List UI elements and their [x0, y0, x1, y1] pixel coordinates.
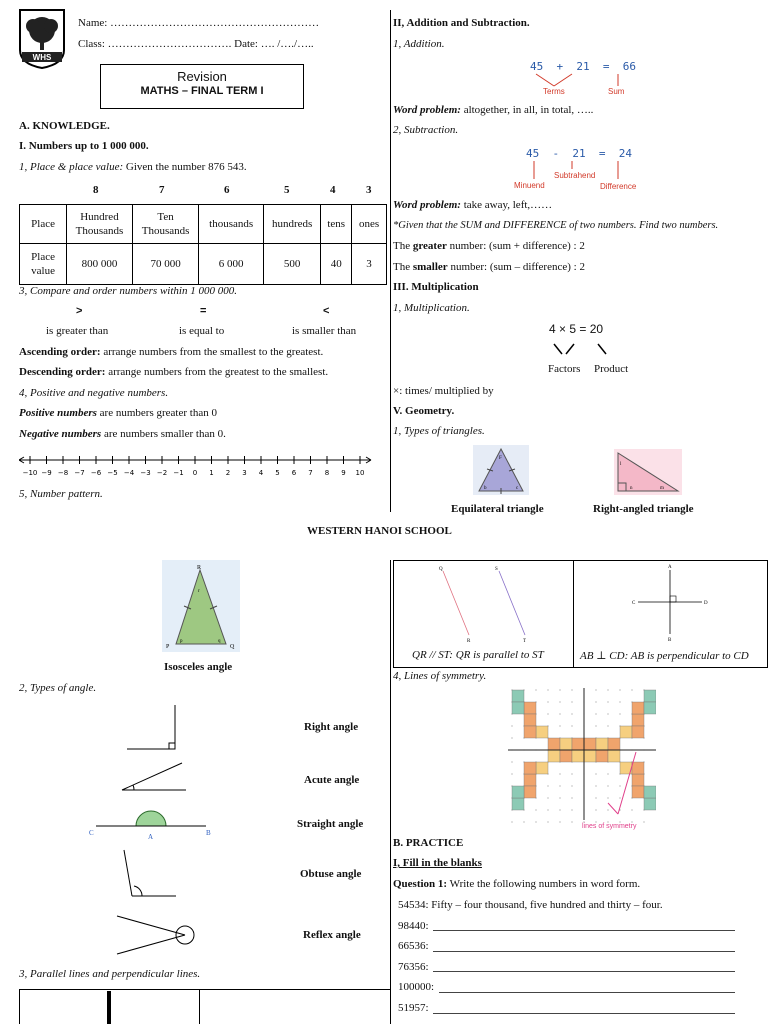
parallel-heading: 3, Parallel lines and perpendicular lines.	[19, 968, 201, 980]
numbers-heading: I. Numbers up to 1 000 000.	[19, 140, 149, 152]
symmetry-cell	[596, 750, 608, 762]
symmetry-cell	[644, 690, 656, 702]
grid-dot	[523, 821, 524, 822]
symmetry-cell	[632, 702, 644, 714]
times-note: ×: times/ multiplied by	[393, 385, 494, 397]
number-line-label: −7	[74, 469, 85, 477]
symmetry-cell	[536, 762, 548, 774]
grid-dot	[571, 821, 572, 822]
number-line-label: 8	[324, 469, 330, 477]
addition-heading: 1, Addition.	[393, 38, 445, 50]
subtraction-heading: 2, Subtraction.	[393, 124, 459, 136]
right-angle-drawing	[125, 703, 185, 753]
right-angle-label: Right angle	[304, 721, 359, 733]
grid-dot	[547, 809, 548, 810]
angle-heading: 2, Types of angle.	[19, 682, 97, 694]
number-76356: 76356:	[398, 961, 429, 973]
isosceles-label: Isosceles angle	[164, 661, 233, 673]
add-word-label: Word problem:	[393, 104, 461, 116]
grid-dot	[547, 821, 548, 822]
class-date-field[interactable]: Class: ……………………………. Date: …. /…./…..	[78, 38, 314, 50]
svg-text:P: P	[166, 644, 170, 650]
number-line-label: 6	[291, 469, 297, 477]
straight-angle-drawing	[88, 806, 214, 840]
column-divider-bottom	[390, 560, 391, 1024]
answer-blank-2[interactable]	[433, 951, 735, 952]
symmetry-cell	[524, 702, 536, 714]
grid-dot	[535, 689, 536, 690]
number-line-label: 9	[341, 469, 346, 477]
right-angled-label: Right-angled triangle	[593, 503, 694, 515]
table-cell: tens	[321, 205, 352, 244]
grid-dot	[619, 689, 620, 690]
minuend-label: Minuend	[514, 181, 545, 190]
equal-symbol: =	[200, 305, 207, 317]
number-line-label: 3	[242, 469, 247, 477]
grid-dot	[595, 725, 596, 726]
question-1	[393, 878, 640, 890]
digit-7: 7	[159, 184, 165, 196]
symmetry-cell	[572, 738, 584, 750]
compare-heading: 3, Compare and order numbers within 1 000 000.	[19, 285, 237, 297]
number-line-label: 0	[192, 469, 198, 477]
grid-dot	[607, 785, 608, 786]
reflex-angle-drawing	[113, 912, 197, 958]
table-cell: hundreds	[263, 205, 320, 244]
symmetry-cell	[644, 702, 656, 714]
number-line-label: −1	[173, 469, 184, 477]
svg-text:Q: Q	[439, 567, 443, 572]
add-word-text: altogether, in all, in total, …..	[460, 104, 594, 116]
addsub-heading: II, Addition and Subtraction.	[393, 17, 530, 29]
triangles-heading: 1, Types of triangles.	[393, 425, 485, 437]
grid-dot	[559, 809, 560, 810]
name-field[interactable]: Name: …………………………………………………	[78, 17, 320, 29]
grid-dot	[619, 701, 620, 702]
symmetry-cell	[632, 714, 644, 726]
grid-dot	[607, 713, 608, 714]
digit-8: 8	[93, 184, 99, 196]
symmetry-cell	[596, 738, 608, 750]
table-cell: 70 000	[132, 244, 199, 285]
svg-text:C: C	[89, 829, 94, 837]
number-line-label: −6	[90, 469, 102, 477]
digit-5: 5	[284, 184, 290, 196]
svg-text:A: A	[148, 833, 154, 840]
number-line-label: 1	[209, 469, 214, 477]
subtrahend-label: Subtrahend	[554, 171, 596, 180]
greater-post: number: (sum + difference) : 2	[446, 240, 585, 252]
grid-dot	[511, 773, 512, 774]
right-triangle-image	[614, 449, 682, 498]
question-label: Question 1:	[393, 878, 448, 890]
svg-text:S: S	[495, 567, 498, 572]
symmetry-cell	[548, 750, 560, 762]
answer-blank-4[interactable]	[439, 992, 735, 993]
grid-dot	[559, 821, 560, 822]
bottom-table-left	[19, 989, 20, 1024]
grid-dot	[607, 773, 608, 774]
place-value-intro-label: 1, Place & place value:	[19, 161, 124, 173]
grid-dot	[595, 701, 596, 702]
grid-dot	[559, 713, 560, 714]
grid-dot	[571, 773, 572, 774]
grid-dot	[571, 701, 572, 702]
positive-label: Positive numbers	[19, 407, 97, 419]
symmetry-cell	[644, 786, 656, 798]
grid-dot	[559, 773, 560, 774]
mult-heading: III. Multiplication	[393, 281, 479, 293]
svg-text:WHS: WHS	[32, 53, 52, 62]
descending-label: Descending order:	[19, 366, 106, 378]
question-text: Write the following numbers in word form.	[447, 878, 641, 890]
straight-angle-label: Straight angle	[297, 818, 364, 830]
less-meaning: is smaller than	[292, 325, 357, 337]
digit-6: 6	[224, 184, 230, 196]
school-logo	[16, 6, 68, 70]
title: Revision	[177, 69, 227, 84]
grid-dot	[559, 689, 560, 690]
mult-sub: 1, Multiplication.	[393, 302, 470, 314]
table-cell: Hundred Thousands	[67, 205, 133, 244]
answer-blank-1[interactable]	[433, 930, 735, 931]
table-cell: Place value	[20, 244, 67, 285]
greater-word: greater	[412, 240, 447, 252]
symmetry-cell	[608, 738, 620, 750]
svg-text:l: l	[620, 462, 622, 467]
table-row	[20, 205, 387, 244]
answer-blank-5[interactable]	[433, 1013, 735, 1014]
grid-dot	[547, 785, 548, 786]
grid-dot	[631, 689, 632, 690]
perpendicular-lines-drawing	[628, 562, 712, 642]
symmetry-cell	[524, 726, 536, 738]
symmetry-cell	[524, 714, 536, 726]
mult-arrows	[550, 340, 620, 358]
greater-symbol: >	[76, 305, 83, 317]
table-cell: 500	[263, 244, 320, 285]
grid-dot	[595, 809, 596, 810]
symmetry-cell	[512, 702, 524, 714]
svg-text:R: R	[197, 565, 202, 571]
isosceles-triangle-image	[162, 560, 240, 655]
svg-text:F: F	[499, 456, 502, 461]
equilateral-label: Equilateral triangle	[451, 503, 544, 515]
obtuse-angle-label: Obtuse angle	[300, 868, 362, 880]
school-name: WESTERN HANOI SCHOOL	[307, 525, 452, 537]
grid-dot	[559, 725, 560, 726]
reflex-angle-label: Reflex angle	[303, 929, 361, 941]
grid-dot	[511, 737, 512, 738]
descending-text: arrange numbers from the greatest to the smallest.	[105, 366, 329, 378]
grid-dot	[571, 713, 572, 714]
smaller-pre: The	[393, 261, 413, 273]
practice-heading: B. PRACTICE	[393, 837, 464, 849]
symmetry-cell	[524, 786, 536, 798]
sumdiff-note: *Given that the SUM and DIFFERENCE of two numbers. Find two numbers.	[393, 220, 719, 231]
number-line-label: −8	[57, 469, 69, 477]
grid-dot	[559, 701, 560, 702]
place-value-table	[19, 204, 387, 285]
svg-text:Q: Q	[230, 644, 235, 650]
posneg-heading: 4, Positive and negative numbers.	[19, 387, 169, 399]
table-row	[20, 244, 387, 285]
column-divider-top	[390, 10, 391, 512]
svg-text:B: B	[668, 638, 672, 642]
grid-dot	[559, 785, 560, 786]
symmetry-cell	[512, 786, 524, 798]
sum-label: Sum	[608, 87, 625, 96]
symmetry-cell	[632, 774, 644, 786]
addition-equation: 45 + 21 = 66	[530, 60, 636, 73]
number-line-label: −3	[140, 469, 151, 477]
grid-dot	[619, 785, 620, 786]
lines-box-divider	[573, 560, 574, 668]
grid-dot	[607, 725, 608, 726]
parallel-caption: QR // ST: QR is parallel to ST	[412, 649, 544, 661]
number-66536: 66536:	[398, 940, 429, 952]
svg-text:n: n	[630, 486, 633, 491]
symmetry-cell	[560, 750, 572, 762]
digit-4: 4	[330, 184, 336, 196]
number-line-label: 10	[355, 469, 365, 477]
grid-dot	[571, 809, 572, 810]
grid-dot	[547, 713, 548, 714]
number-51957: 51957:	[398, 1002, 429, 1014]
symmetry-heading: 4, Lines of symmetry.	[393, 670, 487, 682]
grid-dot	[571, 785, 572, 786]
grid-dot	[547, 701, 548, 702]
symmetry-cell	[620, 726, 632, 738]
grid-dot	[619, 797, 620, 798]
negative-text: are numbers smaller than 0.	[101, 428, 226, 440]
parallel-lines-drawing	[425, 563, 545, 643]
section-a-heading: A. KNOWLEDGE.	[19, 120, 110, 132]
grid-dot	[595, 773, 596, 774]
svg-text:r: r	[198, 589, 200, 594]
number-line-label: 2	[225, 469, 231, 477]
greater-number-rule	[393, 240, 585, 252]
symmetry-figure	[508, 688, 656, 835]
symmetry-cell	[560, 738, 572, 750]
positive-def	[19, 407, 217, 419]
symmetry-cell	[608, 750, 620, 762]
smaller-post: number: (sum – difference) : 2	[447, 261, 585, 273]
symmetry-cell	[632, 786, 644, 798]
symmetry-cell	[512, 690, 524, 702]
svg-text:C: C	[632, 601, 636, 606]
ascending-text: arrange numbers from the smallest to the greatest.	[100, 346, 324, 358]
ascending-label: Ascending order:	[19, 346, 101, 358]
svg-text:T: T	[523, 639, 527, 643]
symmetry-cell	[584, 750, 596, 762]
number-98440: 98440:	[398, 920, 429, 932]
place-value-intro	[19, 161, 247, 173]
number-line-label: −9	[41, 469, 52, 477]
number-line-label: 7	[308, 469, 313, 477]
grid-dot	[571, 689, 572, 690]
grid-dot	[607, 797, 608, 798]
symmetry-cell	[572, 750, 584, 762]
grid-dot	[511, 761, 512, 762]
grid-dot	[547, 689, 548, 690]
number-line-label: 5	[275, 469, 280, 477]
title-box	[100, 64, 304, 109]
table-cell: 6 000	[199, 244, 264, 285]
difference-label: Difference	[600, 182, 637, 191]
grid-dot	[511, 725, 512, 726]
descending-order	[19, 366, 328, 378]
digit-3: 3	[366, 184, 372, 196]
symmetry-cell	[512, 798, 524, 810]
symmetry-cell	[644, 798, 656, 810]
table-cell: ones	[352, 205, 387, 244]
grid-dot	[595, 797, 596, 798]
number-line-label: −4	[123, 469, 135, 477]
fill-heading: I, Fill in the blanks	[393, 857, 482, 869]
sub-word-label: Word problem:	[393, 199, 461, 211]
svg-text:q: q	[218, 639, 221, 644]
table-cell: 40	[321, 244, 352, 285]
symmetry-cell	[524, 774, 536, 786]
mult-equation: 4 × 5 = 20	[549, 322, 604, 336]
number-line-label: 4	[258, 469, 264, 477]
table-cell: 800 000	[67, 244, 133, 285]
less-symbol: <	[323, 305, 330, 317]
grid-dot	[595, 785, 596, 786]
symmetry-cell	[536, 726, 548, 738]
greater-pre: The	[393, 240, 413, 252]
subtraction-word-problem	[393, 199, 552, 211]
geometry-heading: V. Geometry.	[393, 405, 455, 417]
svg-text:m: m	[660, 486, 664, 491]
symmetry-cell	[548, 738, 560, 750]
smaller-number-rule	[393, 261, 585, 273]
table-cell: thousands	[199, 205, 264, 244]
negative-def	[19, 428, 226, 440]
symmetry-label: lines of symmetry	[582, 823, 637, 830]
sub-word-text: take away, left,……	[460, 199, 553, 211]
grid-dot	[571, 797, 572, 798]
number-line-label: −2	[156, 469, 168, 477]
svg-text:B: B	[206, 829, 211, 837]
equilateral-triangle-image	[473, 445, 529, 498]
grid-dot	[607, 689, 608, 690]
grid-dot	[619, 713, 620, 714]
product-label: Product	[594, 363, 629, 375]
number-line	[19, 452, 375, 480]
grid-dot	[535, 809, 536, 810]
grid-dot	[595, 689, 596, 690]
number-100000: 100000:	[398, 981, 435, 993]
grid-dot	[559, 797, 560, 798]
bottom-table-top	[19, 989, 390, 990]
positive-text: are numbers greater than 0	[96, 407, 217, 419]
ascending-order	[19, 346, 323, 358]
svg-text:A: A	[668, 565, 672, 570]
number-line-label: −5	[107, 469, 118, 477]
symmetry-cell	[632, 726, 644, 738]
grid-dot	[607, 809, 608, 810]
subtraction-equation: 45 - 21 = 24	[526, 147, 632, 160]
table-cell: 3	[352, 244, 387, 285]
svg-text:p: p	[180, 639, 183, 644]
table-cell: Place	[20, 205, 67, 244]
negative-label: Negative numbers	[19, 428, 102, 440]
pattern-heading: 5, Number pattern.	[19, 488, 103, 500]
terms-label: Terms	[543, 87, 565, 96]
number-line-label: −10	[22, 469, 38, 477]
grid-dot	[607, 701, 608, 702]
symmetry-cell	[632, 762, 644, 774]
bottom-table-mid	[199, 989, 200, 1024]
subtitle: MATHS – FINAL TERM I	[140, 85, 264, 97]
factors-label: Factors	[548, 363, 581, 375]
greater-meaning: is greater than	[46, 325, 109, 337]
acute-angle-drawing	[120, 760, 190, 794]
grid-dot	[595, 713, 596, 714]
symmetry-cell	[584, 738, 596, 750]
grid-dot	[511, 821, 512, 822]
grid-dot	[547, 797, 548, 798]
table-cell: Ten Thousands	[132, 205, 199, 244]
symmetry-cell	[524, 762, 536, 774]
obtuse-angle-drawing	[118, 846, 180, 902]
bottom-table-line-drawing	[107, 991, 111, 1024]
acute-angle-label: Acute angle	[304, 774, 360, 786]
grid-dot	[535, 821, 536, 822]
svg-text:D: D	[704, 601, 708, 606]
grid-dot	[571, 725, 572, 726]
equal-meaning: is equal to	[179, 325, 225, 337]
answer-blank-3[interactable]	[433, 971, 735, 972]
grid-dot	[631, 809, 632, 810]
smaller-word: smaller	[412, 261, 448, 273]
svg-text:R: R	[467, 639, 471, 643]
example-answer: 54534: Fifty – four thousand, five hundred and thirty – four.	[398, 899, 663, 911]
place-value-intro-text: Given the number 876 543.	[123, 161, 247, 173]
addition-word-problem	[393, 104, 593, 116]
perpendicular-caption: AB ⊥ CD: AB is perpendicular to CD	[580, 650, 749, 662]
grid-dot	[643, 821, 644, 822]
svg-text:c: c	[516, 486, 519, 491]
svg-text:b: b	[484, 486, 487, 491]
